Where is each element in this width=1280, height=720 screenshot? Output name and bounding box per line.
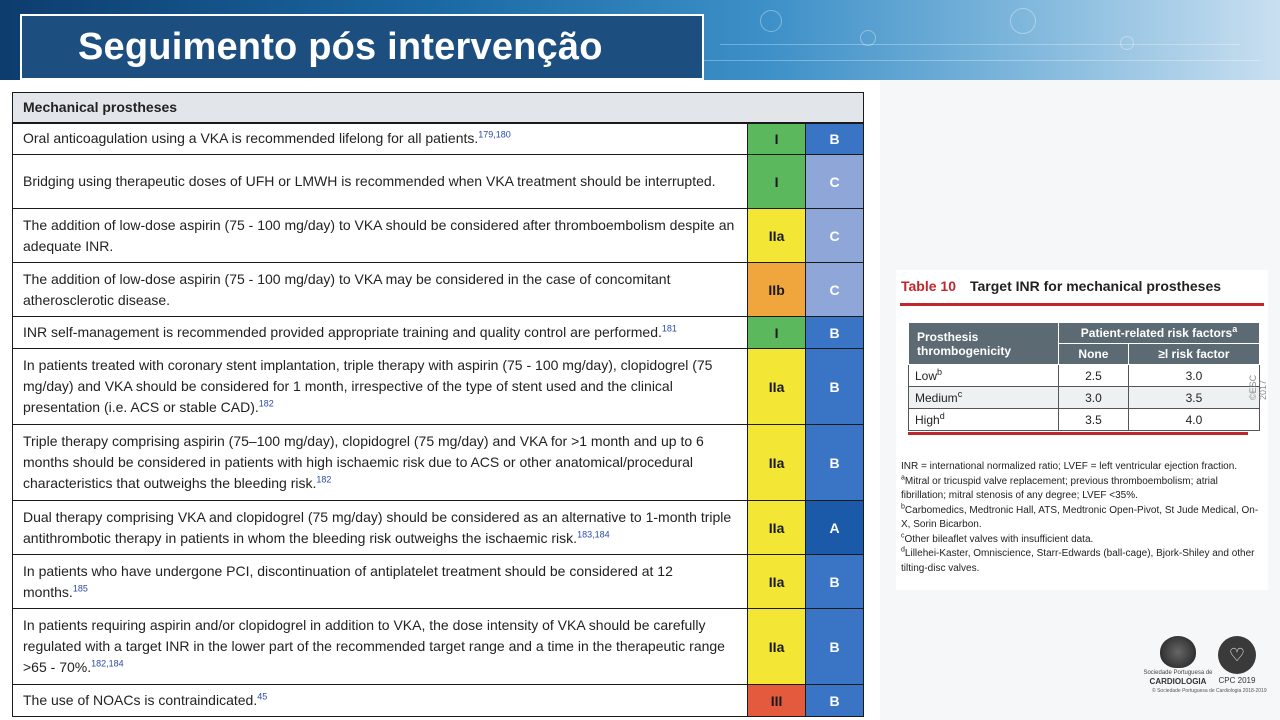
level-cell: C	[806, 155, 864, 209]
class-cell: I	[748, 155, 806, 209]
molecule-decor	[1010, 8, 1036, 34]
cpc-logo: ♡ CPC 2019	[1214, 636, 1260, 685]
inr-risk-value: 3.0	[1128, 365, 1259, 387]
table-row	[13, 317, 864, 349]
decor-line	[700, 60, 1260, 61]
class-cell: IIa	[748, 609, 806, 685]
table-row	[13, 685, 864, 717]
heart-icon	[1160, 636, 1196, 668]
recommendation-text: Bridging using therapeutic doses of UFH or LMWH is recommended when VKA treatment should be interrupted.	[13, 155, 748, 209]
level-cell: B	[806, 317, 864, 349]
inr-risk-value: 3.5	[1128, 387, 1259, 409]
table-header: Mechanical prostheses	[13, 93, 864, 123]
table-row	[13, 123, 864, 155]
table10-footnotes	[901, 460, 1265, 576]
reference-marker: 182	[316, 474, 332, 485]
table-row	[13, 349, 864, 425]
level-cell: C	[806, 263, 864, 317]
level-cell: B	[806, 349, 864, 425]
level-cell: B	[806, 609, 864, 685]
class-cell: IIa	[748, 349, 806, 425]
reference-marker: 183,184	[577, 528, 610, 539]
thrombogenicity-label: Medium$^c$	[909, 387, 1059, 409]
recommendation-text: In patients who have undergone PCI, discontinuation of antiplatelet treatment should be considered at 12 months.$^{185}$	[13, 555, 748, 609]
table-row	[13, 501, 864, 555]
table-row	[909, 365, 1260, 387]
molecule-decor	[760, 10, 782, 32]
level-cell: B	[806, 555, 864, 609]
recommendation-text: The addition of low-dose aspirin (75 - 100 mg/day) to VKA may be considered in the case of concomitant atherosclerotic disease.	[13, 263, 748, 317]
recommendations-table	[12, 92, 864, 717]
level-cell: A	[806, 501, 864, 555]
esc-copyright: ©ESC 2017	[1248, 374, 1268, 400]
spc-logo: Sociedade Portuguesa de CARDIOLOGIA	[1140, 636, 1216, 698]
table-row	[13, 263, 864, 317]
reference-marker: 185	[72, 582, 88, 593]
class-cell: III	[748, 685, 806, 717]
recommendation-text: Triple therapy comprising aspirin (75–100 mg/day), clopidogrel (75 mg/day) and VKA for >1 month and up to 6 months should be considered in patients with high ischaemic risk due to ACS or other anatomical/procedural characteristics that outweighs the bleeding risk.$^{182}$	[13, 425, 748, 501]
table10-number: Table 10	[901, 278, 956, 294]
reference-marker: 181	[661, 323, 677, 334]
table-row	[909, 409, 1260, 431]
spc-copyright: © Sociedade Portuguesa de Cardiologia 2018-2019	[1152, 688, 1267, 694]
footnote-c: $^c$Other bileaflet valves with insufficient data.	[901, 532, 1094, 545]
footnote-b: $^b$Carbomedics, Medtronic Hall, ATS, Medtronic Open-Pivot, St Jude Medical, On-X, Sorin Bicarbon.	[901, 503, 1259, 530]
reference-marker: 182,184	[91, 658, 124, 669]
decor-line	[720, 44, 1240, 45]
inr-risk-value: 4.0	[1128, 409, 1259, 431]
class-cell: IIa	[748, 209, 806, 263]
recommendation-text: Dual therapy comprising VKA and clopidogrel (75 mg/day) should be considered as an alternative to 1-month triple antithrombotic therapy in patients in whom the bleeding risk outweighs the ischaemic risk.$^{183,184}$	[13, 501, 748, 555]
table-row	[13, 425, 864, 501]
table10-title	[901, 278, 1221, 294]
inr-none-value: 3.5	[1059, 409, 1129, 431]
footnote-marker: a	[1232, 324, 1238, 334]
col-risk-group: Patient-related risk factors$^a$	[1059, 323, 1260, 344]
table10-panel	[896, 270, 1268, 590]
level-cell: B	[806, 425, 864, 501]
recommendation-text: In patients requiring aspirin and/or clopidogrel in addition to VKA, the dose intensity of VKA should be carefully regulated with a target INR in the lower part of the recommended target range and a time in the therapeutic range >65 - 70%.$^{182,184}$	[13, 609, 748, 685]
table-row	[13, 209, 864, 263]
recommendation-text: The use of NOACs is contraindicated.$^{45}$	[13, 685, 748, 717]
col-risk-factor: ≥l risk factor	[1128, 344, 1259, 365]
class-cell: IIa	[748, 501, 806, 555]
thrombogenicity-label: High$^d$	[909, 409, 1059, 431]
recommendations-panel	[0, 80, 880, 720]
table-row	[909, 387, 1260, 409]
table10-rule	[900, 303, 1264, 306]
level-cell: C	[806, 209, 864, 263]
reference-marker: 182	[258, 398, 274, 409]
footnote-main: INR = international normalized ratio; LVEF = left ventricular ejection fraction.	[901, 461, 1238, 472]
thrombogenicity-label: Low$^b$	[909, 365, 1059, 387]
footnote-a: $^a$Mitral or tricuspid valve replacement; previous thromboembolism; atrial fibrillation; mitral stenosis of any degree; LVEF <35%.	[901, 474, 1218, 501]
slide-title-box	[20, 14, 704, 80]
slide-title: Seguimento pós intervenção	[78, 25, 603, 68]
class-cell: I	[748, 317, 806, 349]
recommendation-text: In patients treated with coronary stent implantation, triple therapy with aspirin (75 - 100 mg/day), clopidogrel (75 mg/day) and VKA should be considered for 1 month, irrespective of the type of stent used and the clinical presentation (i.e. ACS or stable CAD).$^{182}$	[13, 349, 748, 425]
reference-marker: 45	[257, 691, 268, 702]
footnote-d: $^d$Lillehei-Kaster, Omniscience, Starr-Edwards (ball-cage), Bjork-Shiley and other tilting-disc valves.	[901, 546, 1255, 574]
class-cell: IIb	[748, 263, 806, 317]
class-cell: I	[748, 123, 806, 155]
molecule-decor	[1120, 36, 1134, 50]
reference-marker: 179,180	[478, 129, 511, 140]
table-row	[13, 555, 864, 609]
inr-table	[908, 322, 1260, 431]
level-cell: B	[806, 685, 864, 717]
col-none: None	[1059, 344, 1129, 365]
level-cell: B	[806, 123, 864, 155]
recommendation-text: INR self-management is recommended provided appropriate training and quality control are performed.$^{181}$	[13, 317, 748, 349]
heart-outline-icon: ♡	[1218, 636, 1256, 674]
table-row	[13, 155, 864, 209]
table-row	[13, 609, 864, 685]
inr-bottom-rule	[908, 432, 1248, 435]
table10-caption: Target INR for mechanical prostheses	[970, 278, 1222, 294]
col-thrombogenicity: Prosthesis thrombogenicity	[909, 323, 1059, 365]
recommendation-text: The addition of low-dose aspirin (75 - 100 mg/day) to VKA should be considered after thromboembolism despite an adequate INR.	[13, 209, 748, 263]
inr-none-value: 3.0	[1059, 387, 1129, 409]
class-cell: IIa	[748, 555, 806, 609]
recommendation-text: Oral anticoagulation using a VKA is recommended lifelong for all patients.$^{179,180}$	[13, 123, 748, 155]
inr-none-value: 2.5	[1059, 365, 1129, 387]
class-cell: IIa	[748, 425, 806, 501]
